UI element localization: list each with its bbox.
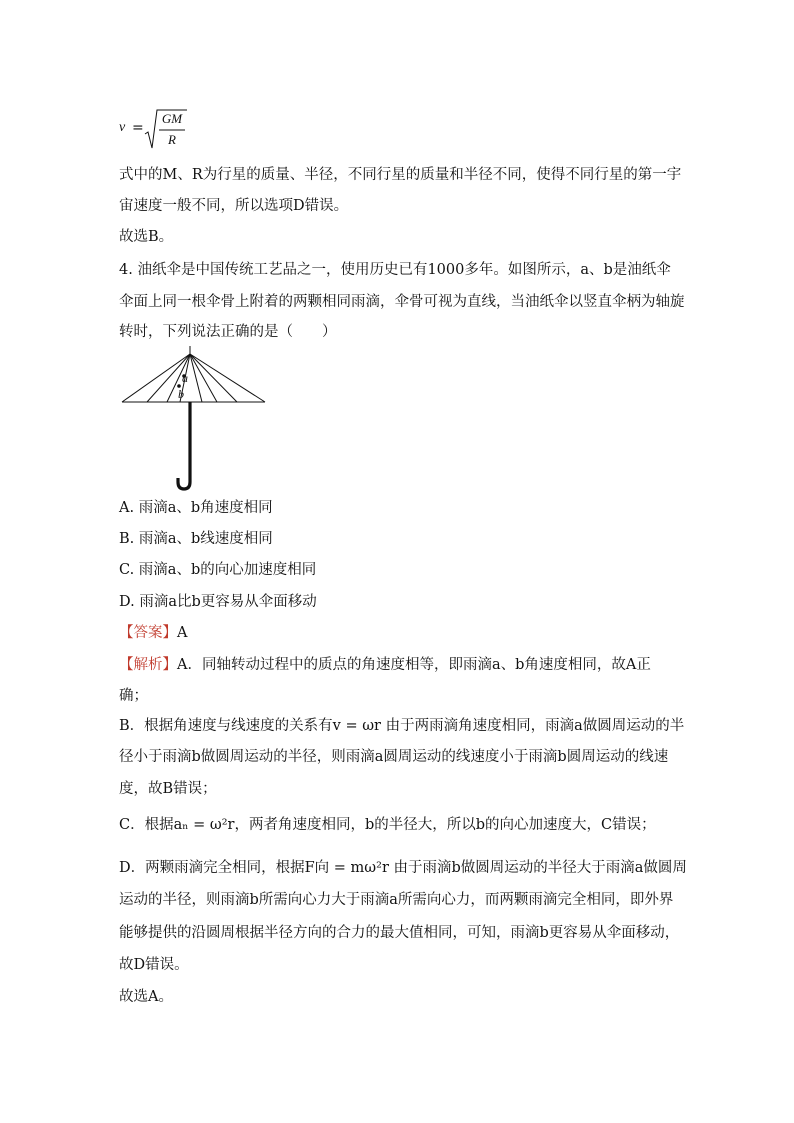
question-line: 伞面上同一根伞骨上附着的两颗相同雨滴，伞骨可视为直线，当油纸伞以竖直伞柄为轴旋	[119, 294, 685, 310]
analysis-line	[119, 655, 651, 675]
analysis-line: 运动的半径，则雨滴b所需向心力大于雨滴a所需向心力，而两颗雨滴完全相同，即外界	[119, 892, 674, 908]
option-a: A. 雨滴a、b角速度相同	[119, 500, 273, 516]
analysis-text: A．同轴转动过程中的质点的角速度相等，即雨滴a、b角速度相同，故A正	[177, 657, 651, 673]
answer-tag: 【答案】	[119, 625, 177, 641]
question-line: 4. 油纸伞是中国传统工艺品之一，使用历史已有1000多年。如图所示，a、b是油纸伞	[119, 262, 671, 278]
text-line: 故选B。	[119, 229, 174, 245]
analysis-line: 能够提供的沿圆周根据半径方向的合力的最大值相同，可知，雨滴b更容易从伞面移动，	[119, 925, 680, 941]
answer-value: A	[177, 625, 188, 641]
umbrella-figure	[120, 346, 270, 494]
analysis-line: B．根据角速度与线速度的关系有v = ωr 由于两雨滴角速度相同，雨滴a做圆周运动的半	[119, 718, 685, 734]
formula-numerator: GM	[161, 111, 183, 126]
text-line: 式中的M、R为行星的质量、半径，不同行星的质量和半径不同，使得不同行星的第一宇	[119, 167, 682, 183]
formula-denominator: R	[168, 132, 176, 147]
analysis-line: 度，故B错误；	[119, 781, 217, 797]
analysis-line: 径小于雨滴b做圆周运动的半径，则雨滴a圆周运动的线速度小于雨滴b圆周运动的线速	[119, 749, 669, 765]
analysis-line: 确；	[119, 688, 148, 704]
analysis-line: 故选A。	[119, 989, 173, 1005]
analysis-line: 故D错误。	[119, 957, 189, 973]
analysis-line: C．根据aₙ = ω²r，两者角速度相同，b的半径大，所以b的向心加速度大，C错误；	[119, 817, 656, 833]
analysis-line: D．两颗雨滴完全相同，根据F向 = mω²r 由于雨滴b做圆周运动的半径大于雨滴a做圆周	[119, 860, 687, 876]
formula-equals: =	[132, 120, 144, 136]
answer-line	[119, 623, 187, 643]
option-d: D. 雨滴a比b更容易从伞面移动	[119, 594, 317, 610]
option-b: B. 雨滴a、b线速度相同	[119, 531, 273, 547]
raindrop-a-label: a	[182, 371, 188, 385]
raindrop-b-label: b	[178, 387, 184, 401]
analysis-tag: 【解析】	[119, 657, 177, 673]
formula-lhs: v	[119, 120, 126, 135]
option-c: C. 雨滴a、b的向心加速度相同	[119, 562, 317, 578]
question-line: 转时，下列说法正确的是（ ）	[119, 324, 337, 340]
text-line: 宙速度一般不同，所以选项D错误。	[119, 198, 349, 214]
